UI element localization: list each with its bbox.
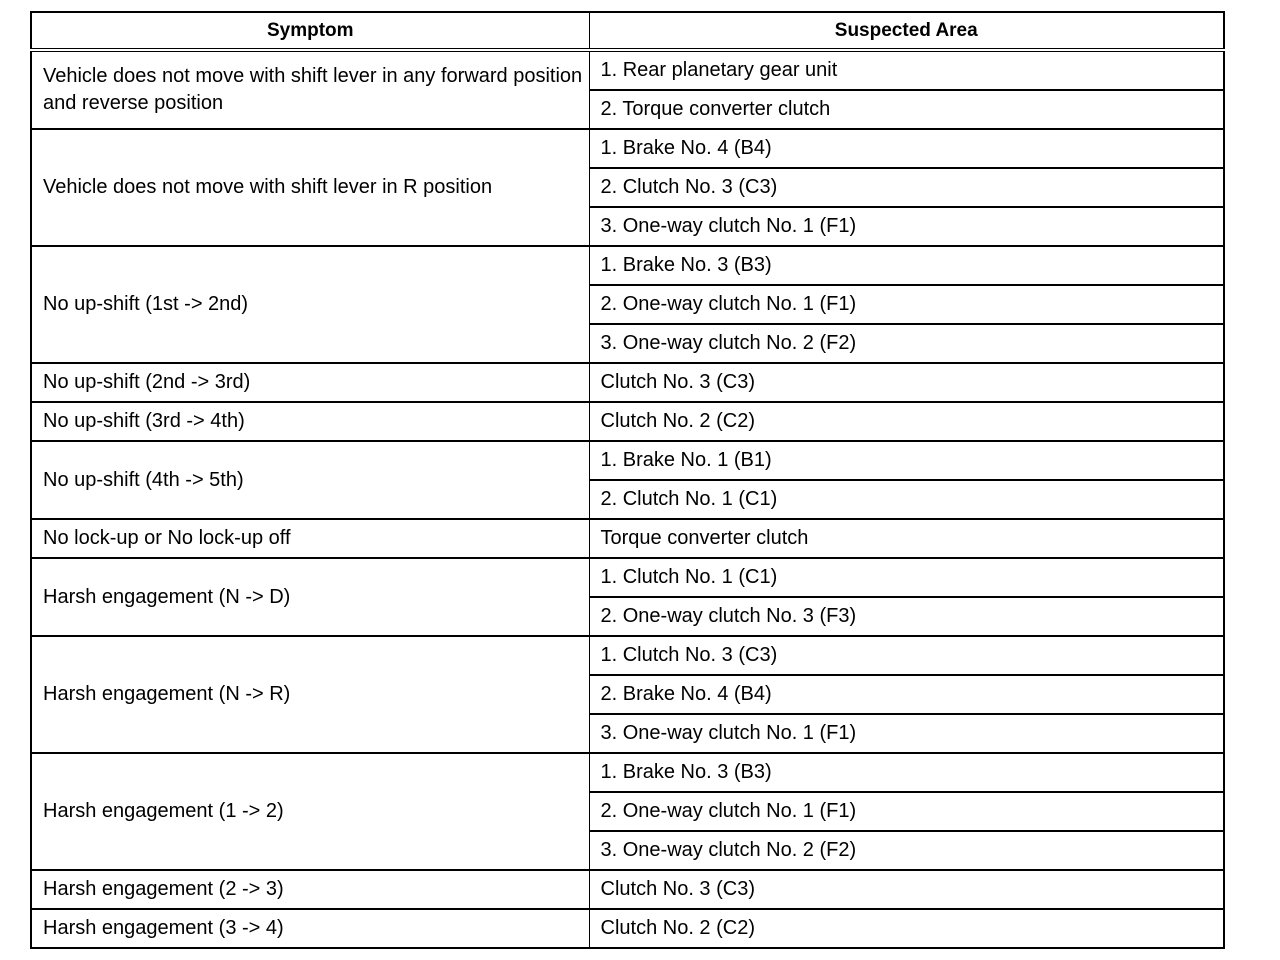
table-row: [31, 558, 1224, 597]
suspected-area-cell: 1. Clutch No. 1 (C1): [589, 558, 1224, 597]
suspected-area-cell: 1. Brake No. 4 (B4): [589, 129, 1224, 168]
header-suspected-area: Suspected Area: [589, 12, 1224, 50]
symptom-cell: Harsh engagement (N -> D): [31, 558, 589, 636]
suspected-area-cell: Torque converter clutch: [589, 519, 1224, 558]
suspected-area-cell: Clutch No. 2 (C2): [589, 909, 1224, 948]
table-row: [31, 519, 1224, 558]
table-row: [31, 753, 1224, 792]
symptom-cell: Harsh engagement (1 -> 2): [31, 753, 589, 870]
suspected-area-cell: 2. One-way clutch No. 1 (F1): [589, 285, 1224, 324]
table-row: [31, 636, 1224, 675]
suspected-area-cell: Clutch No. 2 (C2): [589, 402, 1224, 441]
suspected-area-cell: 2. Clutch No. 1 (C1): [589, 480, 1224, 519]
suspected-area-cell: Clutch No. 3 (C3): [589, 363, 1224, 402]
suspected-area-cell: 1. Rear planetary gear unit: [589, 50, 1224, 90]
symptom-cell: Harsh engagement (2 -> 3): [31, 870, 589, 909]
symptom-cell: Vehicle does not move with shift lever in any forward position and reverse position: [31, 50, 589, 129]
suspected-area-cell: 3. One-way clutch No. 2 (F2): [589, 831, 1224, 870]
suspected-area-cell: 1. Brake No. 3 (B3): [589, 246, 1224, 285]
suspected-area-cell: 2. One-way clutch No. 1 (F1): [589, 792, 1224, 831]
header-symptom: Symptom: [31, 12, 589, 50]
table-row: [31, 50, 1224, 90]
symptom-cell: No up-shift (3rd -> 4th): [31, 402, 589, 441]
symptom-cell: Vehicle does not move with shift lever in R position: [31, 129, 589, 246]
suspected-area-cell: 3. One-way clutch No. 1 (F1): [589, 207, 1224, 246]
symptom-table: [30, 11, 1225, 949]
table-row: [31, 246, 1224, 285]
symptom-cell: No up-shift (4th -> 5th): [31, 441, 589, 519]
table-body: [31, 50, 1224, 948]
suspected-area-cell: 2. Clutch No. 3 (C3): [589, 168, 1224, 207]
table-row: [31, 363, 1224, 402]
header-row: [31, 12, 1224, 50]
suspected-area-cell: 1. Brake No. 1 (B1): [589, 441, 1224, 480]
symptom-cell: Harsh engagement (3 -> 4): [31, 909, 589, 948]
table-row: [31, 402, 1224, 441]
suspected-area-cell: 1. Clutch No. 3 (C3): [589, 636, 1224, 675]
suspected-area-cell: 2. Brake No. 4 (B4): [589, 675, 1224, 714]
symptom-cell: No up-shift (1st -> 2nd): [31, 246, 589, 363]
table-row: [31, 909, 1224, 948]
suspected-area-cell: Clutch No. 3 (C3): [589, 870, 1224, 909]
table-row: [31, 441, 1224, 480]
table-row: [31, 870, 1224, 909]
symptom-cell: No lock-up or No lock-up off: [31, 519, 589, 558]
suspected-area-cell: 3. One-way clutch No. 2 (F2): [589, 324, 1224, 363]
suspected-area-cell: 2. One-way clutch No. 3 (F3): [589, 597, 1224, 636]
symptom-cell: Harsh engagement (N -> R): [31, 636, 589, 753]
suspected-area-cell: 1. Brake No. 3 (B3): [589, 753, 1224, 792]
suspected-area-cell: 2. Torque converter clutch: [589, 90, 1224, 129]
symptom-cell: No up-shift (2nd -> 3rd): [31, 363, 589, 402]
suspected-area-cell: 3. One-way clutch No. 1 (F1): [589, 714, 1224, 753]
table-row: [31, 129, 1224, 168]
